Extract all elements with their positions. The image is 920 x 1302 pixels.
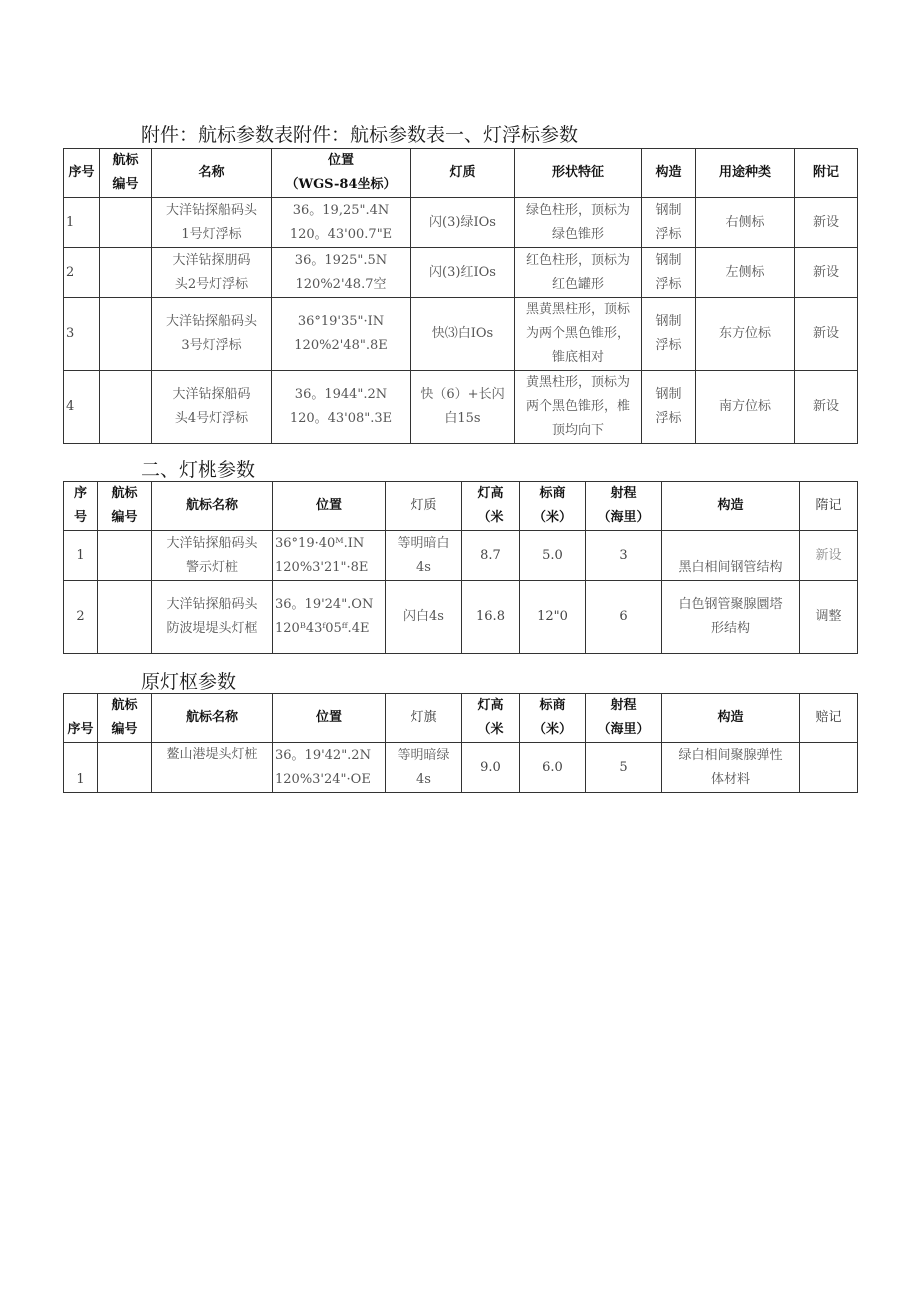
header-range: 射程 （海里） — [586, 694, 662, 743]
header-light: 灯质 — [411, 149, 515, 198]
row-build: 绿白相间聚腺弹性 体材料 — [662, 743, 800, 793]
row-code — [100, 198, 152, 248]
row-light: 等明暗绿 4s — [386, 743, 462, 793]
row-no: 1 — [64, 531, 98, 581]
row-no: 2 — [64, 581, 98, 654]
header-mark-height: 标商 （米） — [520, 482, 586, 531]
header-light: 灯质 — [386, 482, 462, 531]
row-use: 东方位标 — [696, 298, 795, 371]
row-note — [800, 743, 858, 793]
row-code — [98, 743, 152, 793]
table-header-row — [64, 482, 858, 531]
row-shape: 红色柱形，顶标为 红色罐形 — [515, 248, 642, 298]
row-light: 闪(3)绿IOs — [411, 198, 515, 248]
row-position: 36°19'35"·IN 120%2'48".8E — [272, 298, 411, 371]
row-no: 1 — [64, 743, 98, 793]
row-name: 大洋钻探朋码 头2号灯浮标 — [152, 248, 272, 298]
row-no: 2 — [64, 248, 100, 298]
table-row — [64, 371, 858, 444]
row-no: 3 — [64, 298, 100, 371]
row-light: 等明暗白 4s — [386, 531, 462, 581]
row-position: 36。1944".2N 120。43'08".3E — [272, 371, 411, 444]
table-row — [64, 298, 858, 371]
table-header-row — [64, 694, 858, 743]
row-light-height: 8.7 — [462, 531, 520, 581]
header-note: 赔记 — [800, 694, 858, 743]
row-light: 快⑶白IOs — [411, 298, 515, 371]
table-row — [64, 531, 858, 581]
row-build: 黑白相间钢管结构 — [662, 531, 800, 581]
header-name: 航标名称 — [152, 482, 273, 531]
row-shape: 黑黄黑柱形，顶标 为两个黑色锥形， 锥底相对 — [515, 298, 642, 371]
row-position: 36。19'42".2N 120%3'24"·OE — [273, 743, 386, 793]
table-row — [64, 198, 858, 248]
row-use: 右侧标 — [696, 198, 795, 248]
header-position: 位置 — [273, 694, 386, 743]
row-code — [100, 298, 152, 371]
title-original-beacon: 原灯枢参数 — [141, 671, 237, 693]
header-mark-height: 标商 （米） — [520, 694, 586, 743]
row-position: 36。19'24".ON 120ᴮ43ᶠ05ᶠᶠ.4E — [273, 581, 386, 654]
row-range: 6 — [586, 581, 662, 654]
row-note: 新设 — [795, 248, 858, 298]
row-light-height: 9.0 — [462, 743, 520, 793]
row-note: 调整 — [800, 581, 858, 654]
header-no: 序 号 — [64, 482, 98, 531]
row-build: 白色钢管聚腺圜塔 形结构 — [662, 581, 800, 654]
table-row — [64, 581, 858, 654]
row-light: 快（6）+长闪 白15s — [411, 371, 515, 444]
header-no: 序号 — [64, 149, 100, 198]
light-buoy-table — [63, 148, 858, 444]
title-light-buoy: 附件：航标参数表附件：航标参数表一、灯浮标参数 — [141, 124, 579, 146]
row-name: 大洋钻探船码头 防波堤堤头灯框 — [152, 581, 273, 654]
original-beacon-table — [63, 693, 858, 793]
row-light: 闪白4s — [386, 581, 462, 654]
row-name: 大洋钻探船码头 警示灯桩 — [152, 531, 273, 581]
header-name: 名称 — [152, 149, 272, 198]
header-code: 航标 编号 — [98, 482, 152, 531]
row-light: 闪(3)红IOs — [411, 248, 515, 298]
row-no: 4 — [64, 371, 100, 444]
row-position: 36°19·40ᴹ.IN 120%3'21"·8E — [273, 531, 386, 581]
title-light-beacon: 二、灯桃参数 — [141, 459, 256, 481]
header-no: 序号 — [64, 694, 98, 743]
row-code — [98, 531, 152, 581]
header-range: 射程 （海里） — [586, 482, 662, 531]
row-note: 新设 — [795, 371, 858, 444]
row-name: 大洋钻探船码 头4号灯浮标 — [152, 371, 272, 444]
header-light: 灯旗 — [386, 694, 462, 743]
row-note: 新设 — [795, 198, 858, 248]
row-code — [100, 371, 152, 444]
row-mark-height: 5.0 — [520, 531, 586, 581]
row-name: 大洋钻探船码头 3号灯浮标 — [152, 298, 272, 371]
row-build: 钢制 浮标 — [642, 198, 696, 248]
header-code: 航标 编号 — [98, 694, 152, 743]
header-build: 构造 — [662, 482, 800, 531]
row-build: 钢制 浮标 — [642, 371, 696, 444]
header-position: 位置 （WGS-84坐标） — [272, 149, 411, 198]
header-note: 附记 — [795, 149, 858, 198]
header-name: 航标名称 — [152, 694, 273, 743]
row-code — [98, 581, 152, 654]
table-row — [64, 743, 858, 793]
header-note: 隋记 — [800, 482, 858, 531]
row-build: 钢制 浮标 — [642, 248, 696, 298]
header-light-height: 灯高 （米 — [462, 482, 520, 531]
table-header-row — [64, 149, 858, 198]
header-code: 航标 编号 — [100, 149, 152, 198]
row-shape: 黄黑柱形，顶标为 两个黑色锥形，椎 顶均向下 — [515, 371, 642, 444]
row-note: 新设 — [795, 298, 858, 371]
light-beacon-table — [63, 481, 858, 654]
row-name: 大洋钻探船码头 1号灯浮标 — [152, 198, 272, 248]
row-mark-height: 12"0 — [520, 581, 586, 654]
header-use: 用途种类 — [696, 149, 795, 198]
header-light-height: 灯高 （米 — [462, 694, 520, 743]
row-use: 左侧标 — [696, 248, 795, 298]
table-row — [64, 248, 858, 298]
row-mark-height: 6.0 — [520, 743, 586, 793]
header-build: 构造 — [662, 694, 800, 743]
row-name: 鳌山港堤头灯桩 — [152, 743, 273, 793]
row-range: 3 — [586, 531, 662, 581]
row-build: 钢制 浮标 — [642, 298, 696, 371]
header-shape: 形状特征 — [515, 149, 642, 198]
row-note: 新设 — [800, 531, 858, 581]
header-build: 构造 — [642, 149, 696, 198]
row-shape: 绿色柱形，顶标为 绿色锥形 — [515, 198, 642, 248]
row-no: 1 — [64, 198, 100, 248]
row-light-height: 16.8 — [462, 581, 520, 654]
row-code — [100, 248, 152, 298]
row-use: 南方位标 — [696, 371, 795, 444]
row-position: 36。19,25".4N 120。43'00.7"E — [272, 198, 411, 248]
header-position: 位置 — [273, 482, 386, 531]
row-range: 5 — [586, 743, 662, 793]
row-position: 36。1925".5N 120%2'48.7空 — [272, 248, 411, 298]
